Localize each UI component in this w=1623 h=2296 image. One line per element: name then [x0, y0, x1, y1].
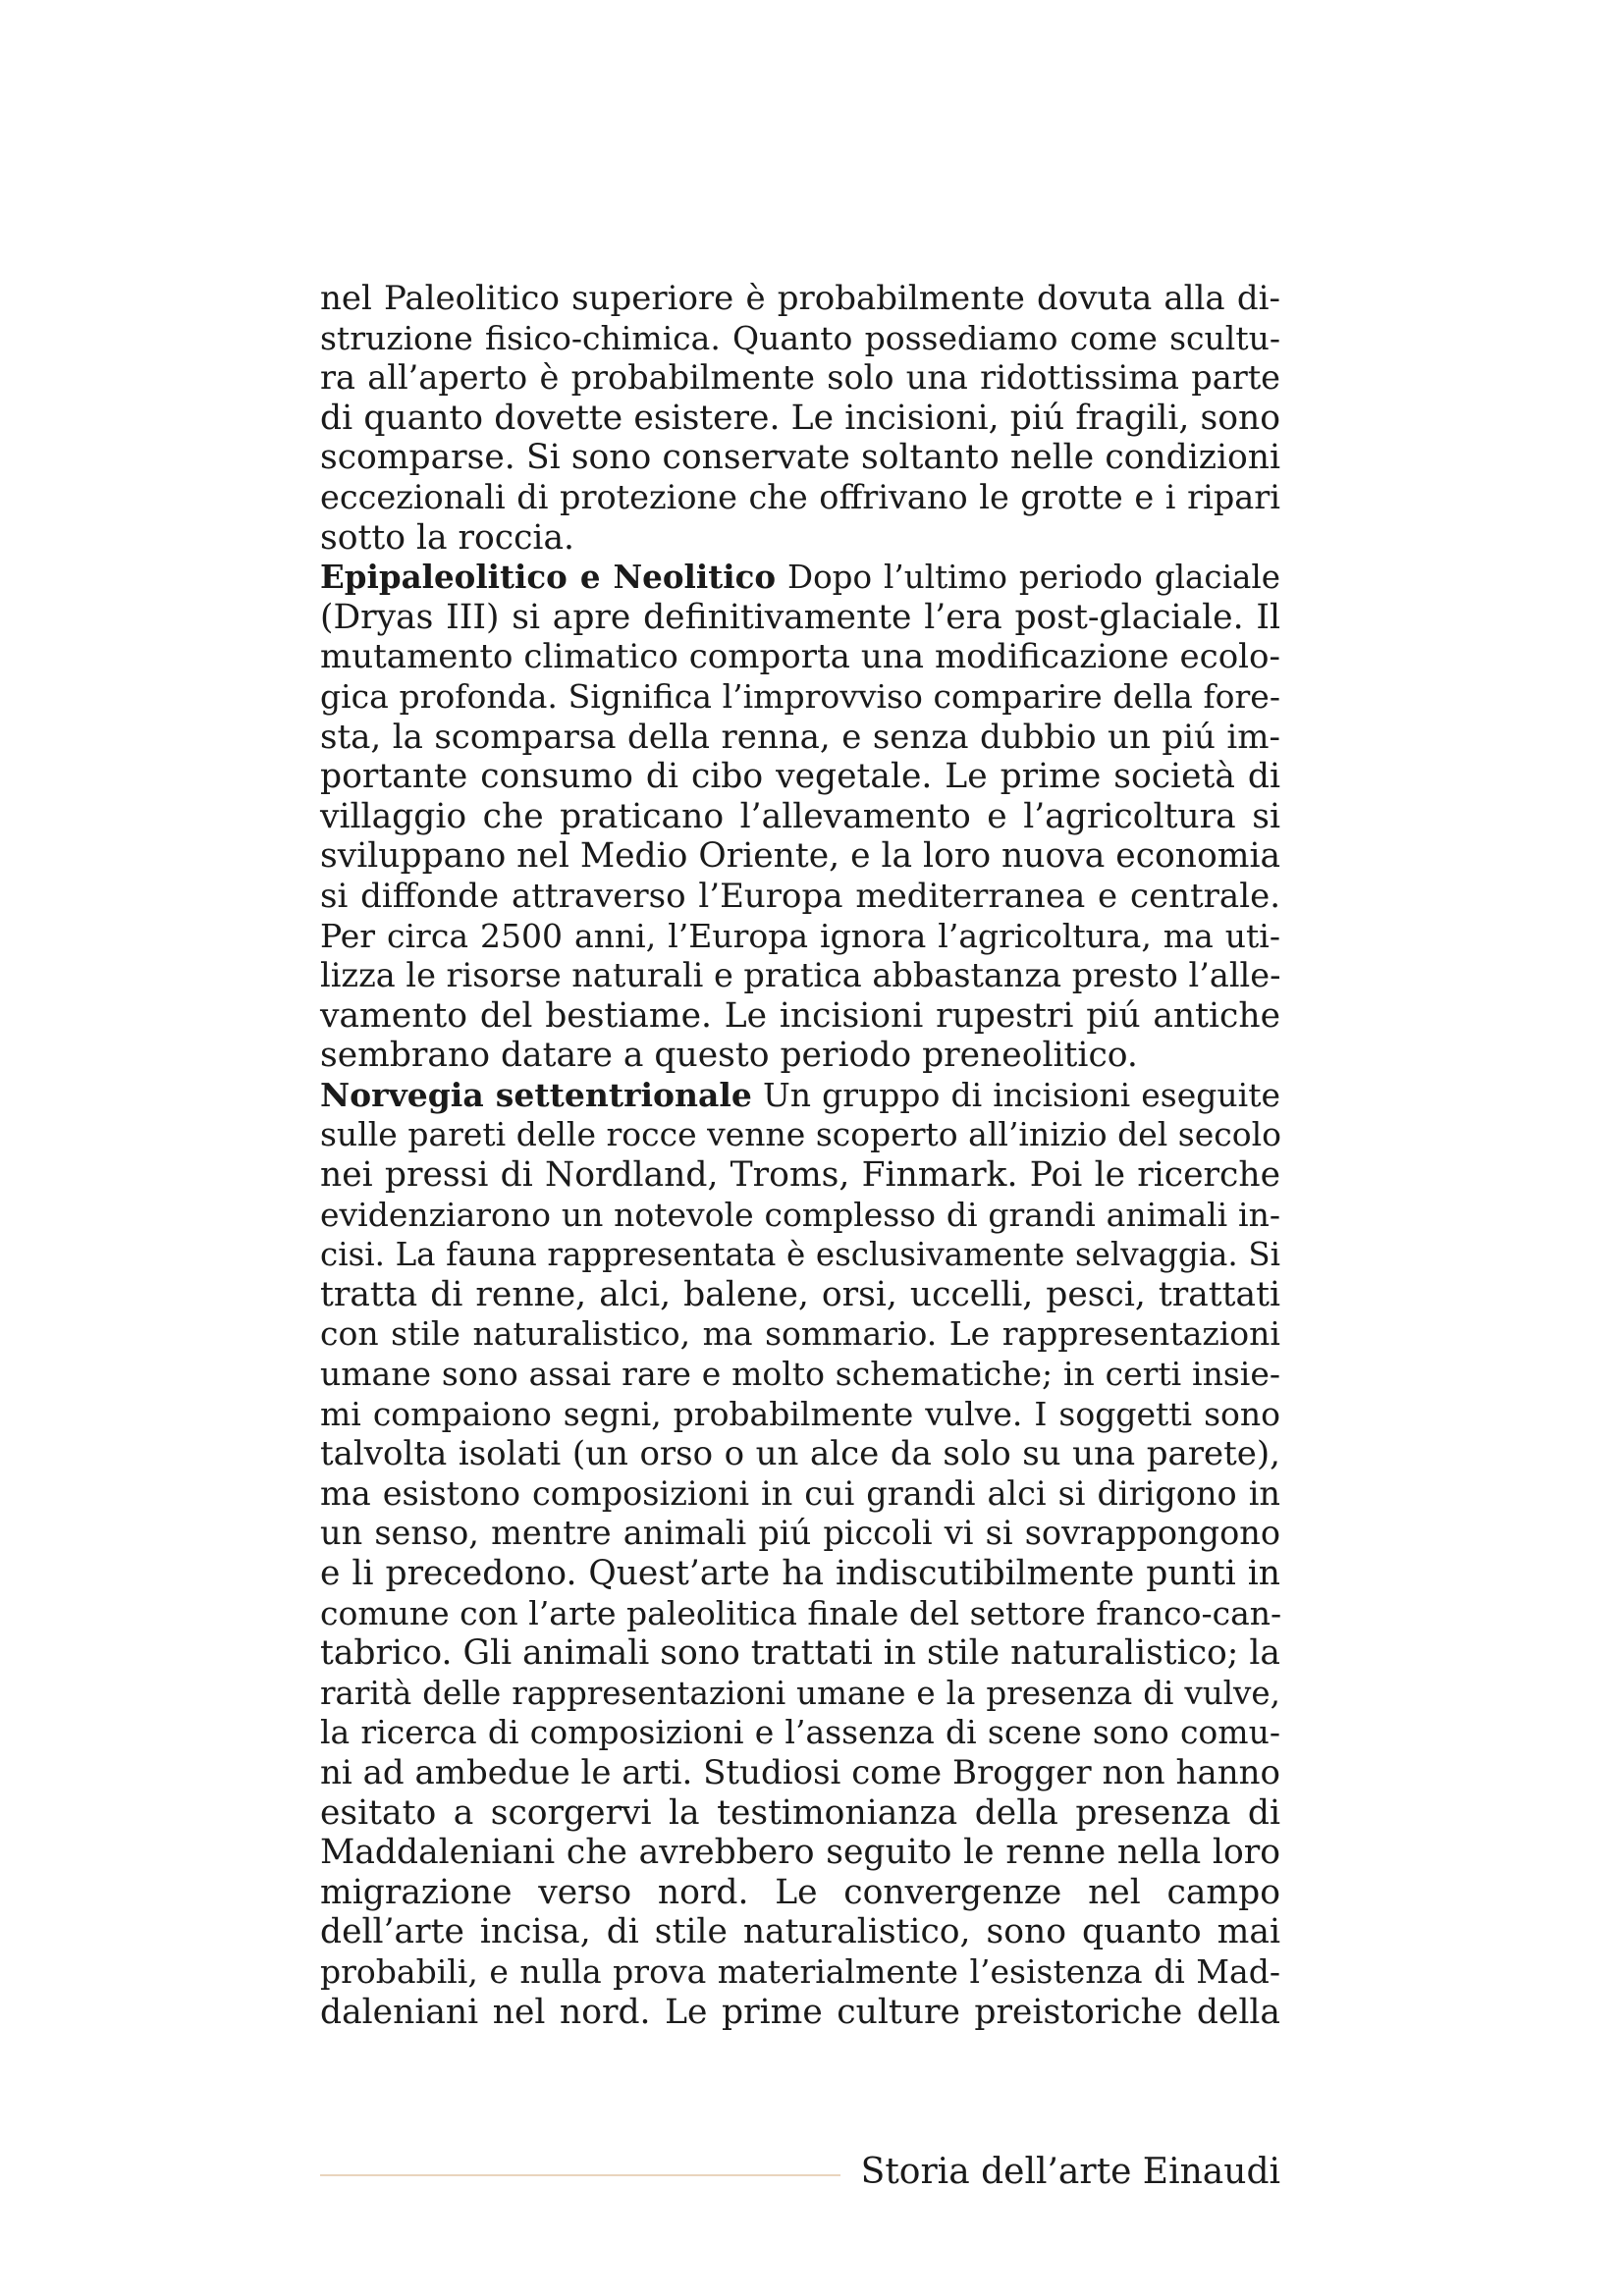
text-line: Maddaleniani che avrebbero seguito le renne nella loro	[320, 1833, 1280, 1873]
text-line: vamento del bestiame. Le incisioni rupestri piú antiche	[320, 995, 1280, 1036]
text-line: sulle pareti delle rocce venne scoperto all’inizio del secolo	[320, 1115, 1282, 1154]
text-line: un senso, mentre animali piú piccoli vi si sovrappongono	[320, 1514, 1280, 1553]
text-line: umane sono assai rare e molto schematiche; in certi insie-	[320, 1355, 1280, 1394]
text-line: si diffonde attraverso l’Europa mediterranea e centrale.	[320, 876, 1280, 916]
text-line: nel Paleolitico superiore è probabilmente dovuta alla di-	[320, 279, 1280, 318]
body-text	[320, 279, 1280, 2032]
text-line: ra all’aperto è probabilmente solo una ridottissima parte	[320, 358, 1280, 398]
text-line: mutamento climatico comporta una modificazione ecolo-	[320, 637, 1280, 677]
text-line: comune con l’arte paleolitica finale del settore franco-can-	[320, 1593, 1282, 1632]
text-line: daleniani nel nord. Le prime culture preistoriche della	[320, 1992, 1280, 2032]
text-line: cisi. La fauna rappresentata è esclusivamente selvaggia. Si	[320, 1236, 1280, 1274]
text-line: portante consumo di cibo vegetale. Le prime società di	[320, 757, 1280, 797]
text-line: villaggio che praticano l’allevamento e l’agricoltura si	[320, 796, 1280, 836]
page-footer	[320, 2148, 1280, 2197]
text-line: probabili, e nulla prova materialmente l’esistenza di Mad-	[320, 1951, 1280, 1991]
text-line: (Dryas III) si apre definitivamente l’era post-glaciale. Il	[320, 597, 1280, 637]
text-line: lizza le risorse naturali e pratica abbastanza presto l’alle-	[320, 956, 1281, 995]
text-line: dell’arte incisa, di stile naturalistico, sono quanto mai	[320, 1912, 1280, 1952]
paragraph-first-line	[320, 1076, 1280, 1116]
text-line: tratta di renne, alci, balene, orsi, uccelli, pesci, trattati	[320, 1274, 1280, 1314]
text-run: Dopo l’ultimo periodo glaciale	[776, 559, 1280, 597]
footer-rule	[320, 2174, 840, 2176]
text-line: mi compaiono segni, probabilmente vulve. I soggetti sono	[320, 1394, 1280, 1433]
text-line: e li precedono. Quest’arte ha indiscutibilmente punti in	[320, 1554, 1280, 1593]
text-line: sotto la roccia.	[320, 517, 574, 558]
text-line: la ricerca di composizioni e l’assenza di scene sono comu-	[320, 1713, 1280, 1752]
text-run: Un gruppo di incisioni eseguite	[751, 1075, 1280, 1114]
text-line: Per circa 2500 anni, l’Europa ignora l’agricoltura, ma uti-	[320, 916, 1280, 955]
text-line: rarità delle rappresentazioni umane e la presenza di vulve,	[320, 1674, 1280, 1712]
text-line: scomparse. Si sono conservate soltanto nelle condizioni	[320, 438, 1280, 478]
text-line: gica profonda. Significa l’improvviso comparire della fore-	[320, 676, 1280, 716]
text-line: sta, la scomparsa della renna, e senza dubbio un piú im-	[320, 717, 1280, 757]
text-line: evidenziarono un notevole complesso di grandi animali in-	[320, 1195, 1280, 1234]
text-line: struzione fisico-chimica. Quanto possediamo come scultu-	[320, 318, 1280, 357]
text-line: nei pressi di Nordland, Troms, Finmark. Poi le ricerche	[320, 1155, 1280, 1196]
text-line: tabrico. Gli animali sono trattati in stile naturalistico; la	[320, 1633, 1280, 1674]
text-line: migrazione verso nord. Le convergenze nel campo	[320, 1872, 1280, 1912]
section-heading: Epipaleolitico e Neolitico	[320, 558, 777, 597]
text-line: eccezionali di protezione che offrivano le grotte e i ripari	[320, 477, 1280, 516]
text-line: sviluppano nel Medio Oriente, e la loro nuova economia	[320, 836, 1281, 877]
footer-publication-title: Storia dell’arte Einaudi	[860, 2152, 1280, 2192]
section-heading: Norvegia settentrionale	[320, 1075, 752, 1114]
text-line: con stile naturalistico, ma sommario. Le rappresentazioni	[320, 1314, 1280, 1354]
text-line: ni ad ambedue le arti. Studiosi come Brogger non hanno	[320, 1752, 1280, 1792]
text-line: ma esistono composizioni in cui grandi alci si dirigono in	[320, 1473, 1280, 1513]
text-line: esitato a scorgervi la testimonianza della presenza di	[320, 1792, 1280, 1833]
text-line: di quanto dovette esistere. Le incisioni, piú fragili, sono	[320, 398, 1280, 438]
paragraph-first-line	[320, 558, 1280, 598]
text-line: talvolta isolati (un orso o un alce da solo su una parete),	[320, 1434, 1280, 1474]
text-line: sembrano datare a questo periodo preneolitico.	[320, 1036, 1138, 1076]
